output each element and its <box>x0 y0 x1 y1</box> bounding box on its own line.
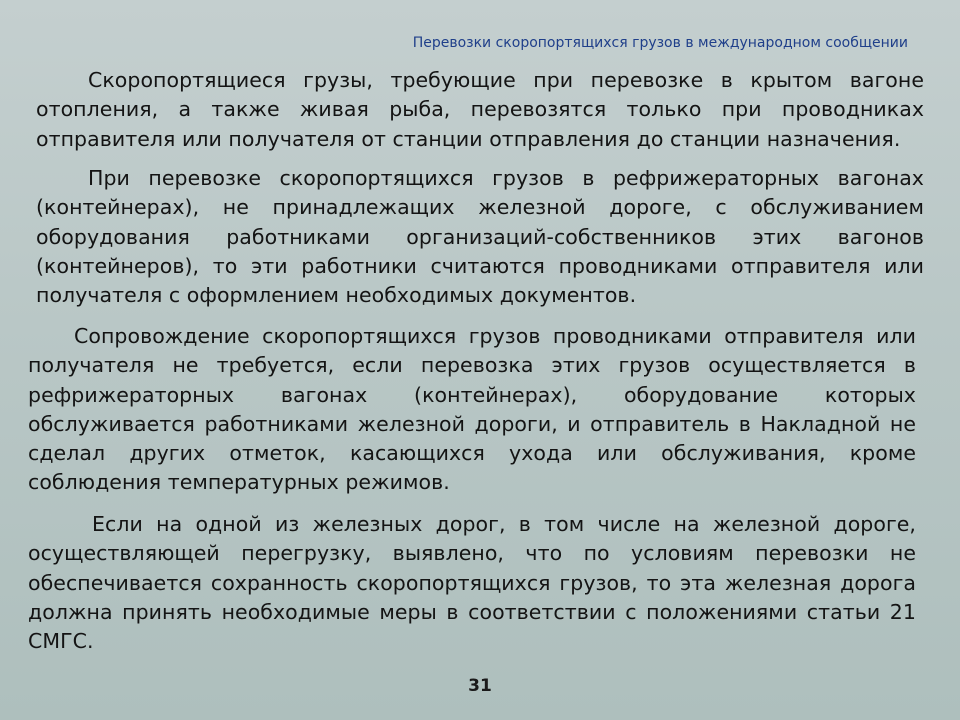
page-number: 31 <box>468 676 492 696</box>
paragraph-2: При перевозке скоропортящихся грузов в рефрижераторных вагонах (контейнерах), не принадлежащих железной дороге, с обслуживанием оборудования работниками организаций-собственников этих вагонов (контейнеров), то эти работники считаются проводниками отправителя или получателя с оформлением необходимых документов. <box>36 166 924 308</box>
paragraph-1: Скоропортящиеся грузы, требующие при перевозке в крытом вагоне отопления, а также живая рыба, перевозятся только при проводниках отправителя или получателя от станции отправления до станции назначения. <box>36 68 924 151</box>
paragraph-4: Если на одной из железных дорог, в том числе на железной дороге, осуществляющей перегрузку, выявлено, что по условиям перевозки не обеспечивается сохранность скоропортящихся грузов, то эта железная дорога должна принять необходимые меры в соответствии с положениями статьи 21 СМГС. <box>28 512 916 654</box>
slide-header-title: Перевозки скоропортящихся грузов в международном сообщении <box>412 35 908 51</box>
paragraph-3: Сопровождение скоропортящихся грузов проводниками отправителя или получателя не требуется, если перевозка этих грузов осуществляется в рефрижераторных вагонах (контейнерах), оборудование которых обслуживается работниками железной дороги, и отправитель в Накладной не сделал других отметок, касающихся ухода или обслуживания, кроме соблюдения температурных режимов. <box>28 324 916 495</box>
